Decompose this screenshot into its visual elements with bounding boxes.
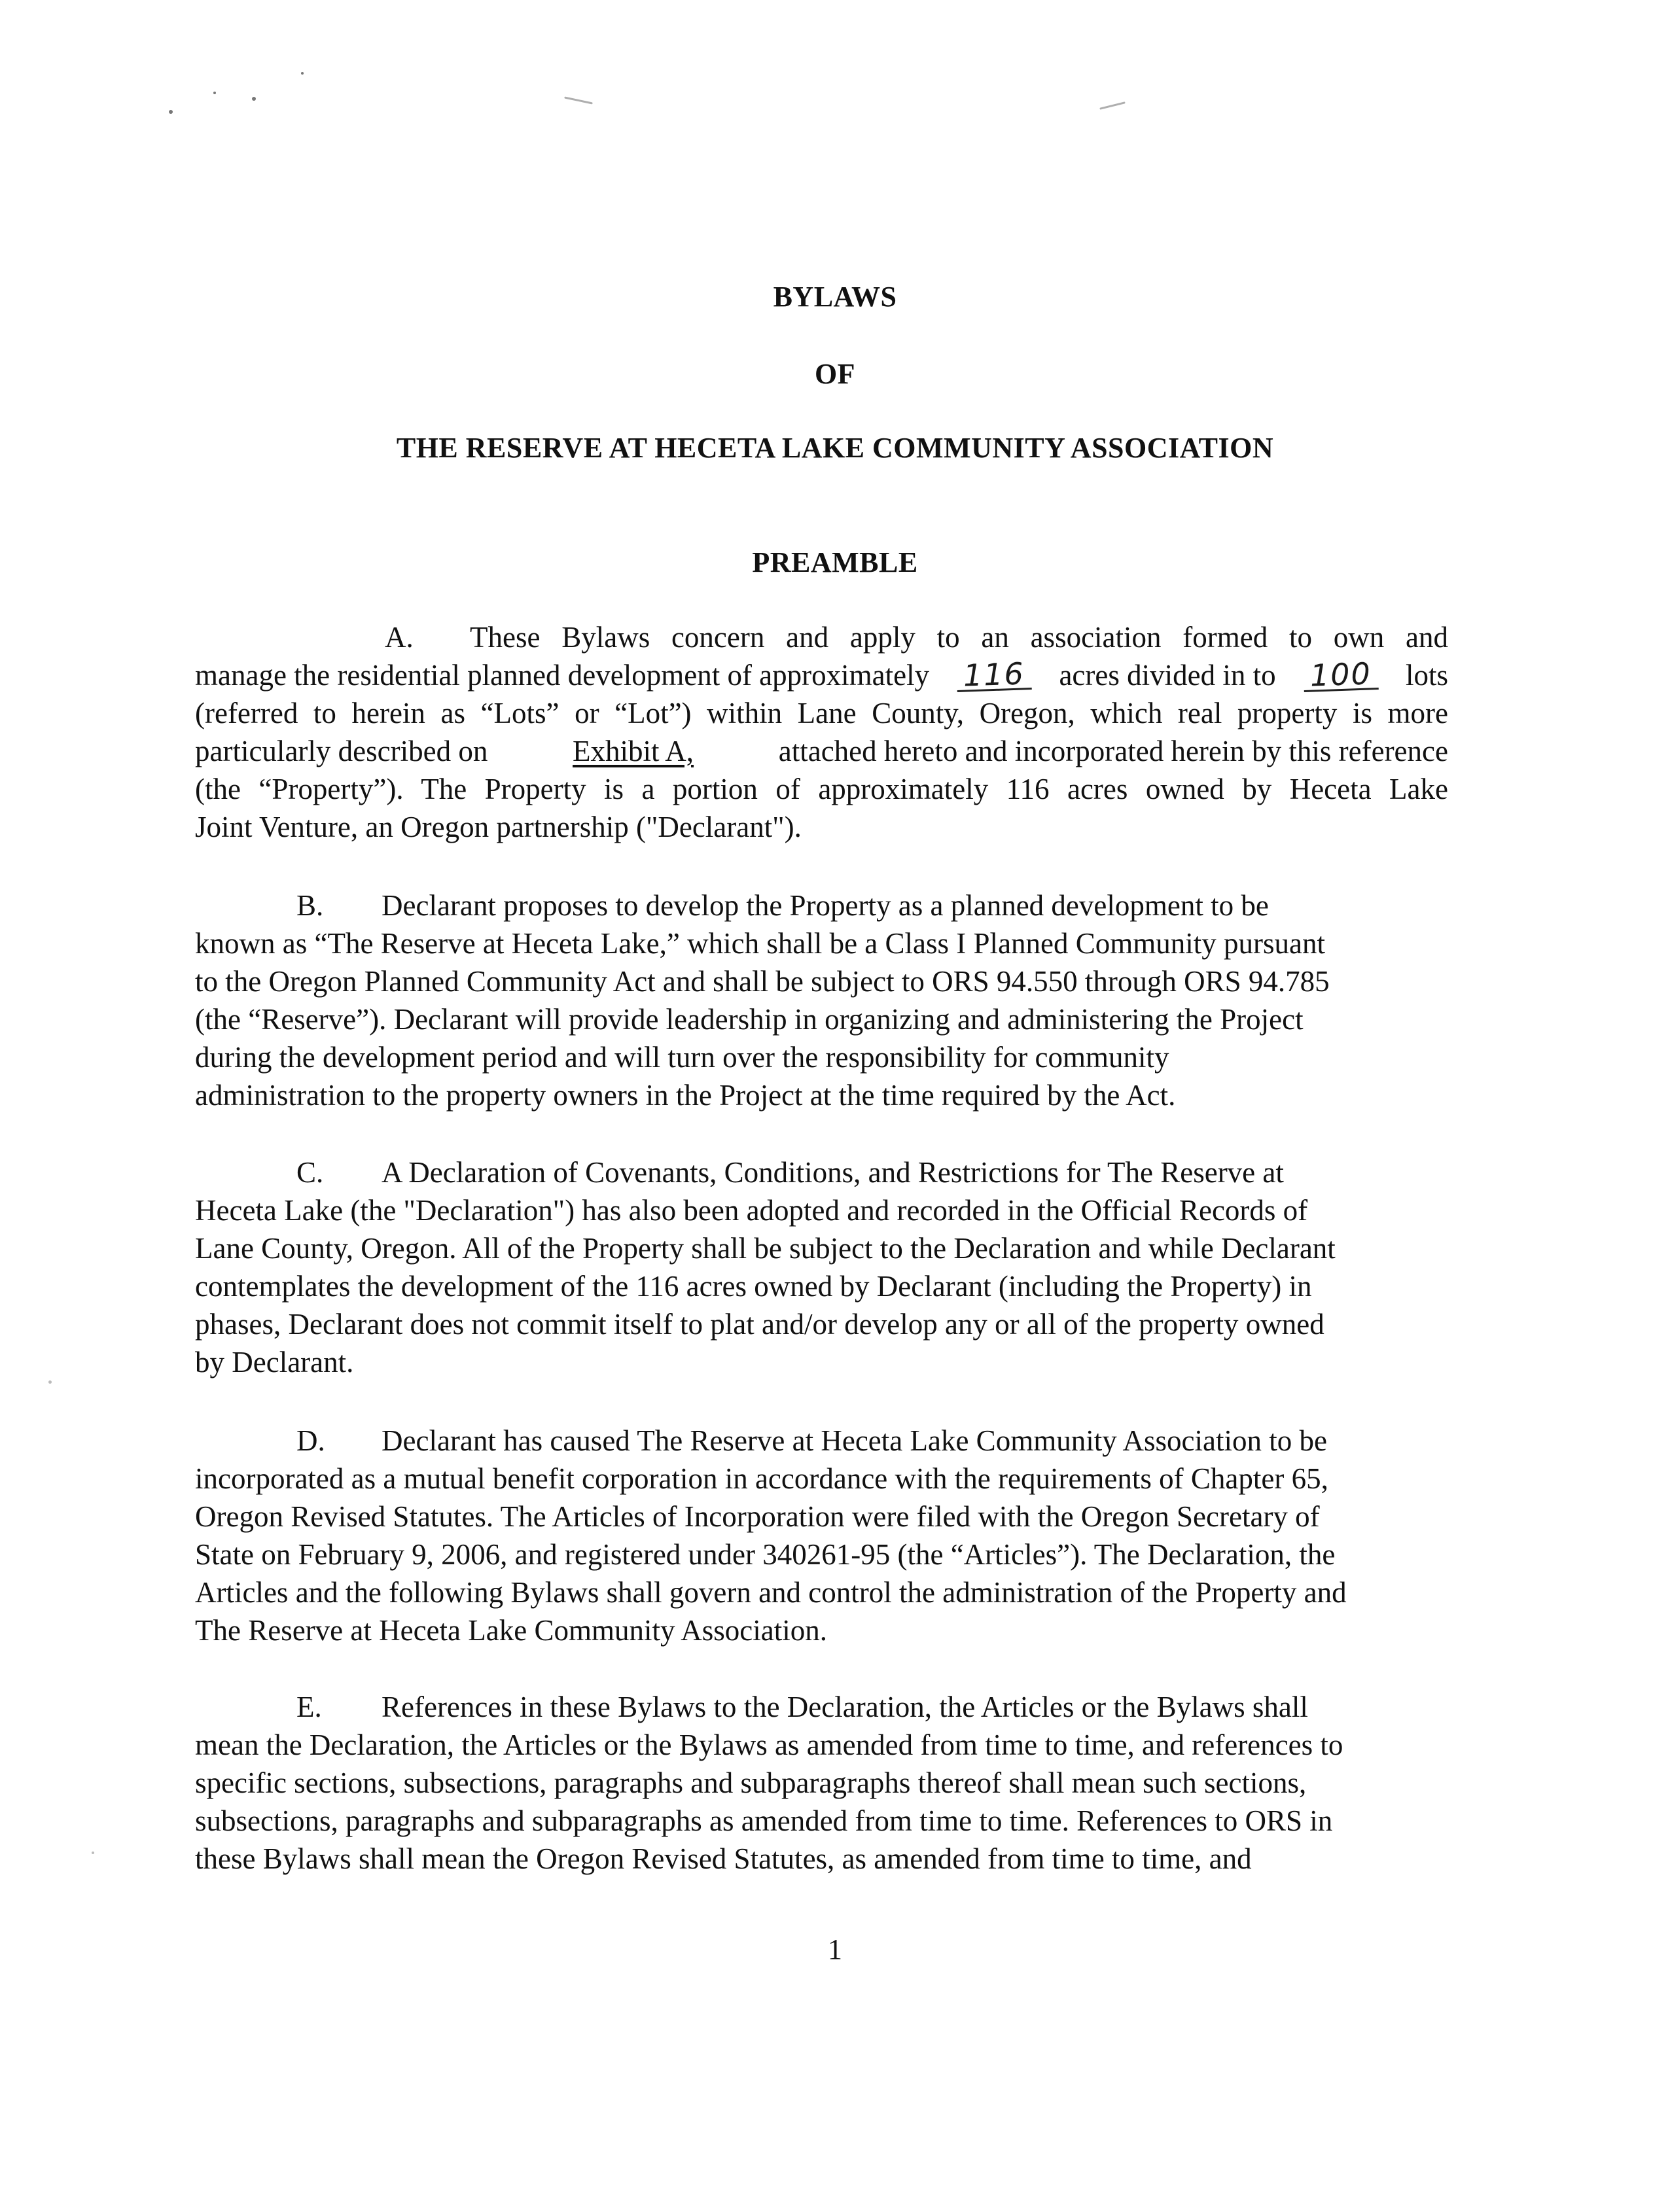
paragraph-b-line: to the Oregon Planned Community Act and shall be subject to ORS 94.550 through ORS 94.785 — [195, 965, 1330, 998]
paragraph-a-line: (the “Property”). The Property is a portion of approximately 116 acres owned by Heceta Lake — [195, 773, 1448, 805]
paragraph-d-line: The Reserve at Heceta Lake Community Association. — [195, 1614, 827, 1647]
paragraph-text: particularly described on — [195, 735, 488, 767]
scan-speck — [213, 92, 216, 94]
paragraph-label: D. — [296, 1424, 325, 1457]
scan-speck — [301, 72, 304, 75]
document-title-line3: THE RESERVE AT HECETA LAKE COMMUNITY ASSOCIATION — [396, 432, 1274, 464]
paragraph-text: These Bylaws concern and apply to an association formed to own and — [470, 621, 1448, 654]
paragraph-text: manage the residential planned development of approximately — [195, 659, 930, 692]
paragraph-text: acres divided in to — [1059, 659, 1276, 692]
paragraph-b-line: known as “The Reserve at Heceta Lake,” which shall be a Class I Planned Community pursuant — [195, 927, 1326, 960]
paragraph-label: E. — [296, 1691, 322, 1723]
paragraph-e-line: these Bylaws shall mean the Oregon Revised Statutes, as amended from time to time, and — [195, 1842, 1252, 1875]
paragraph-text: References in these Bylaws to the Declaration, the Articles or the Bylaws shall — [382, 1691, 1308, 1723]
paragraph-b — [195, 887, 1448, 1114]
scan-speck — [48, 1380, 52, 1384]
page-number: 1 — [828, 1933, 842, 1965]
paragraph-c-line: Lane County, Oregon. All of the Property shall be subject to the Declaration and while Declarant — [195, 1232, 1336, 1265]
paragraph-d-line: Oregon Revised Statutes. The Articles of Incorporation were filed with the Oregon Secretary of — [195, 1500, 1320, 1533]
paragraph-a-line — [195, 732, 1448, 770]
paragraph-e — [195, 1688, 1448, 1878]
paragraph-label: A. — [385, 621, 414, 654]
paragraph-label: C. — [296, 1156, 324, 1189]
paragraph-text: A Declaration of Covenants, Conditions, and Restrictions for The Reserve at — [382, 1156, 1284, 1189]
document-title-line1: BYLAWS — [773, 281, 897, 313]
paragraph-d-line: incorporated as a mutual benefit corporation in accordance with the requirements of Chapter 65, — [195, 1462, 1328, 1495]
paragraph-text: Declarant has caused The Reserve at Heceta Lake Community Association to be — [382, 1424, 1327, 1457]
handwritten-acres: 116 — [957, 659, 1032, 692]
paragraph-a-line: (referred to herein as “Lots” or “Lot”) within Lane County, Oregon, which real property is more — [195, 697, 1448, 729]
preamble-heading: PREAMBLE — [752, 546, 918, 578]
scan-speck — [169, 110, 173, 114]
paragraph-c-line: by Declarant. — [195, 1346, 354, 1378]
paragraph-c-line: contemplates the development of the 116 acres owned by Declarant (including the Property) in — [195, 1270, 1312, 1303]
document-title-line2: OF — [814, 358, 856, 390]
paragraph-d — [195, 1422, 1448, 1649]
scan-mark — [564, 96, 593, 104]
paragraph-b-line: administration to the property owners in the Project at the time required by the Act. — [195, 1079, 1176, 1112]
paragraph-b-line: (the “Reserve”). Declarant will provide leadership in organizing and administering the Project — [195, 1003, 1304, 1036]
paragraph-c-line: Heceta Lake (the "Declaration") has also been adopted and recorded in the Official Records of — [195, 1194, 1308, 1227]
paragraph-label: B. — [296, 889, 324, 922]
paragraph-c-line: phases, Declarant does not commit itself to plat and/or develop any or all of the property owned — [195, 1308, 1324, 1341]
paragraph-a-line — [195, 618, 1448, 656]
paragraph-b-line: during the development period and will turn over the responsibility for community — [195, 1041, 1169, 1074]
handwritten-lots: 100 — [1303, 659, 1378, 692]
paragraph-e-line: specific sections, subsections, paragraphs and subparagraphs thereof shall mean such sections, — [195, 1766, 1307, 1799]
paragraph-c-line — [195, 1153, 1448, 1191]
paragraph-a-line: Joint Venture, an Oregon partnership ("Declarant"). — [195, 811, 802, 843]
paragraph-text: attached hereto and incorporated herein by this reference — [778, 735, 1448, 767]
paragraph-d-line: State on February 9, 2006, and registered under 340261-95 (the “Articles”). The Declaration, the — [195, 1538, 1336, 1571]
paragraph-e-line: subsections, paragraphs and subparagraphs as amended from time to time. References to ORS in — [195, 1804, 1333, 1837]
paragraph-e-line: mean the Declaration, the Articles or the Bylaws as amended from time to time, and references to — [195, 1729, 1343, 1761]
scan-speck — [92, 1852, 94, 1854]
paragraph-b-line — [195, 887, 1448, 924]
scan-speck — [252, 97, 256, 101]
paragraph-e-line — [195, 1688, 1448, 1726]
paragraph-text: lots — [1405, 659, 1448, 692]
paragraph-c — [195, 1153, 1448, 1381]
paragraph-a-line — [195, 656, 1448, 694]
paragraph-text: Declarant proposes to develop the Property as a planned development to be — [382, 889, 1269, 922]
paragraph-a — [195, 618, 1448, 846]
paragraph-d-line: Articles and the following Bylaws shall govern and control the administration of the Property and — [195, 1576, 1347, 1609]
scan-mark — [1099, 101, 1126, 110]
paragraph-d-line — [195, 1422, 1448, 1460]
exhibit-a-reference: Exhibit A, — [573, 735, 694, 767]
